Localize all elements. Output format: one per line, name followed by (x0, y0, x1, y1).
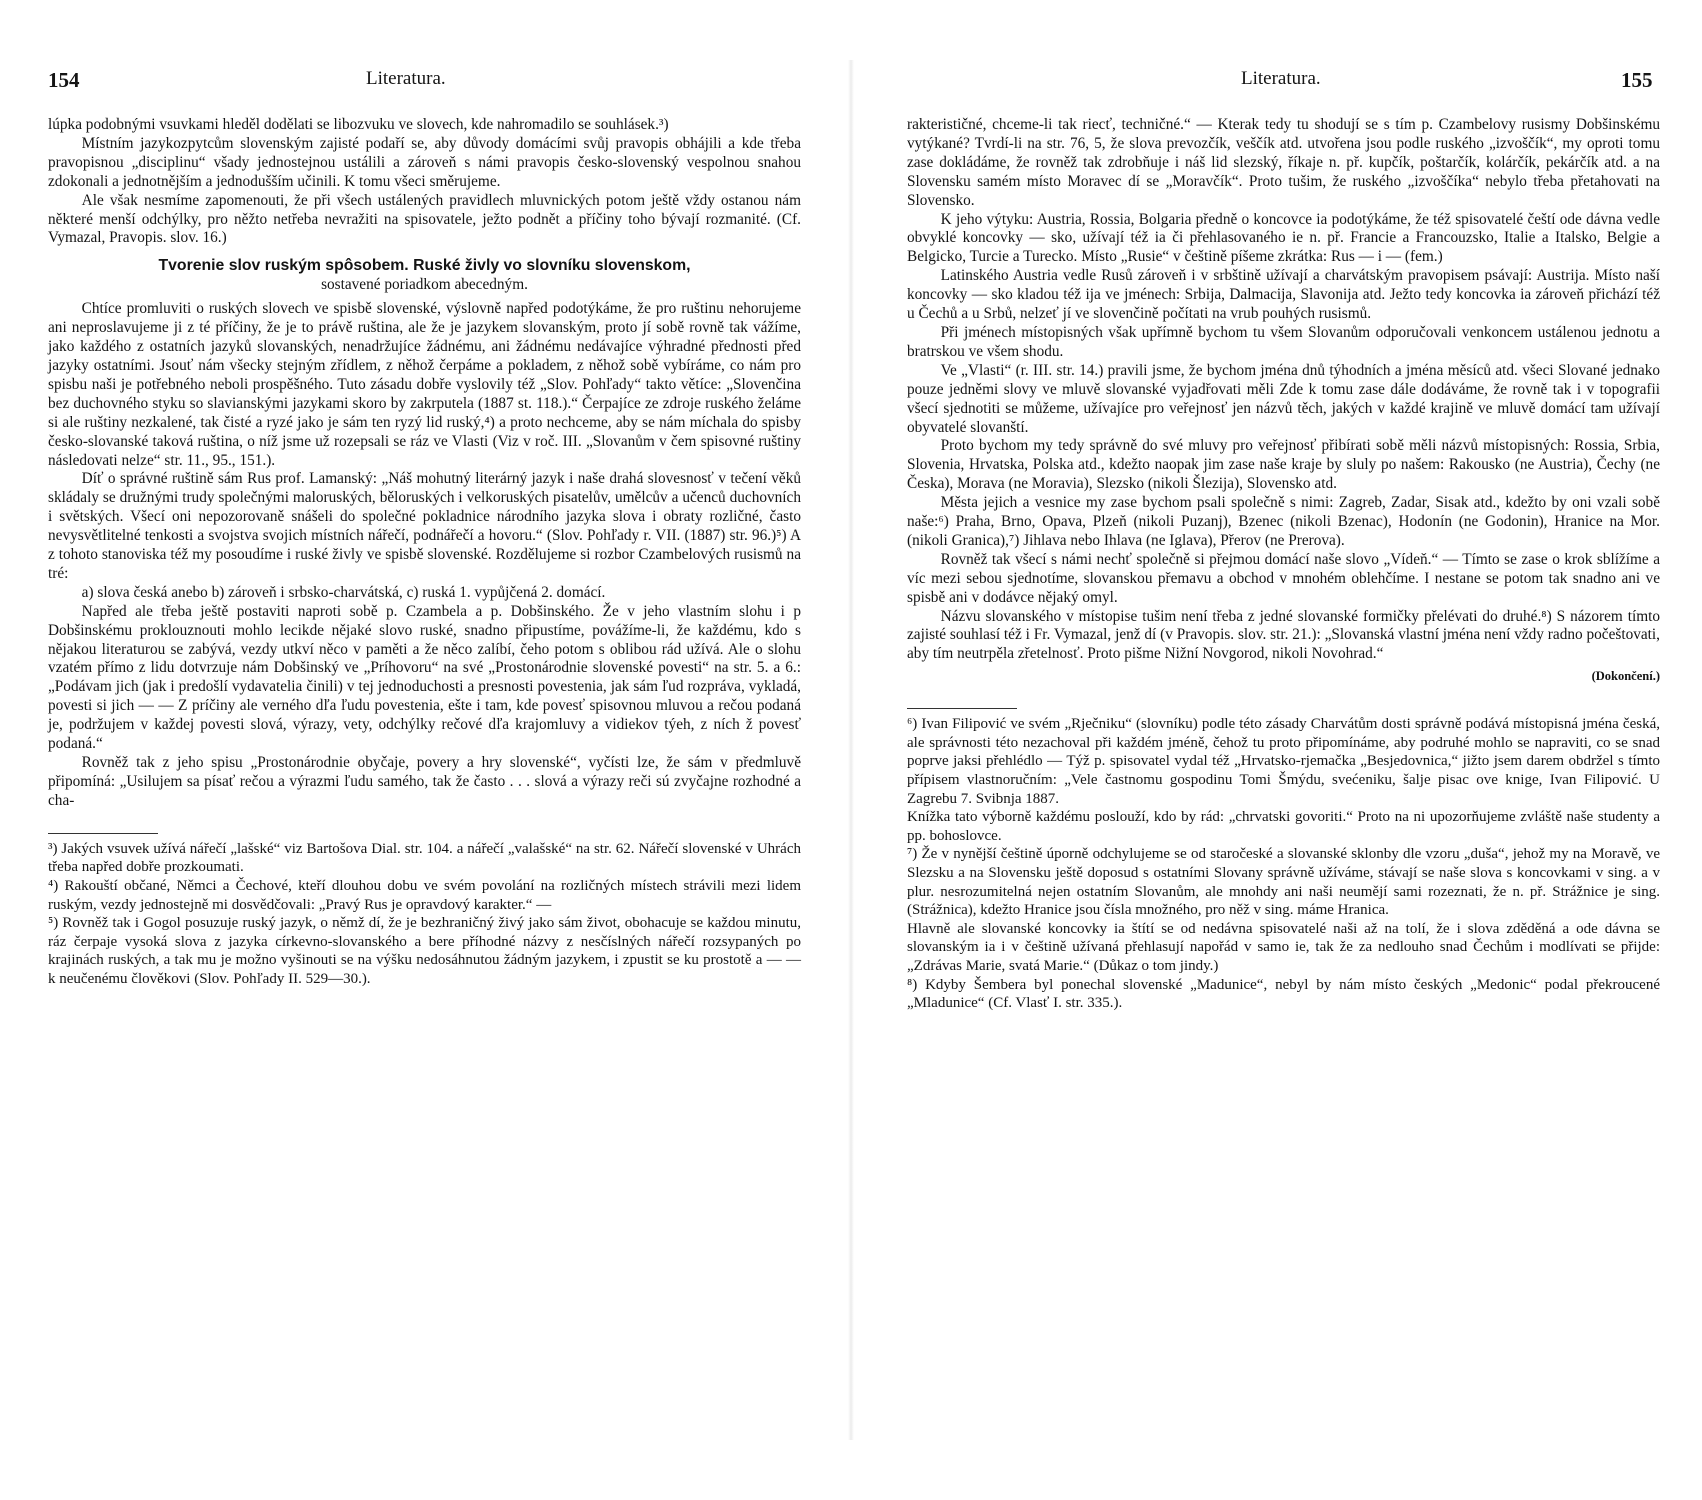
right-running-head: Literatura. (1241, 68, 1321, 89)
paragraph: Ale však nesmíme zapomenouti, že při všech ustálených pravidlech mluvnických potom ještě vždy ostanou nám některé menší odchýlky, pro něžto netřeba nevražiti na spisovatele, ježto podnět a příčiny toho bývají rozmanité. (Cf. Vymazal, Pravopis. slov. 16.) (48, 191, 801, 247)
paragraph: Ve „Vlasti“ (r. III. str. 14.) pravili jsme, že bychom jména dnů týhodních a jména měsíců atd. všeci Slované jednako pouze jedněmi slovy ve mluvě slovanské vyjadřovati měli Zde k tomu zase dále dodáváme, že rovně tak i v topografii všecí sjednotiti se můžeme, užívajíce pro veřejnosť jen názvů těch, jakých v každé krajině ve mluvě domácí tam užívají obyvatelé slovanští. (907, 361, 1660, 436)
paragraph: Názvu slovanského v místopise tušim není třeba z jedné slovanské formičky přelévati do druhé.⁸) S názorem tímto zajisté souhlasí též i Fr. Vymazal, jenž dí (v Pravopis. slov. str. 21.): „Slovanská vlastní jména není vždy radno počeštovati, aby tím neutrpěla zřetelnosť. Proto pišme Nižní Novgorod, nikoli Novohrad.“ (907, 607, 1660, 663)
paragraph: lúpka podobnými vsuvkami hleděl dodělati se libozvuku ve slovech, kde nahromadilo se souhlásek.³) (48, 116, 669, 133)
right-page-number: 155 (1621, 68, 1653, 92)
paragraph: Místním jazykozpytcům slovenským zajisté podaří se, aby důvody domácími svůj pravopis obhájili a kde třeba pravopisnou „disciplinu“ všady jednostejnou ustálili a zároveň s námi pravopis česko-slovenský vespolnou snahou zdokonali a jednotnějším a jednodušším učinili. K tomu všeci směrujeme. (48, 134, 801, 190)
footnote: ⁶) Ivan Filipović ve svém „Rječniku“ (slovníku) podle této zásady Charvátům dosti správně podává místopisná jména česká, ale správnosti této nezachoval při každém jméně, čehož tu proto připomínáme, aby podruhé mohlo se napraviti, co se snad poprve jaksi přehlédlo — Týž p. spisovatel vydal též „Hrvatsko-rjemačka „Besjedovnica,“ jižto jsem darem obdržel s tímto přípisem vlastnoručním: „Vele častnomu gospodinu Tomi Šmýdu, svećeniku, šalje pisac ove knige, Ivan Filipović. U Zagrebu 7. Svibnja 1887. (907, 716, 1660, 807)
left-page-number: 154 (48, 68, 80, 92)
paragraph: Proto bychom my tedy správně do své mluvy pro veřejnosť přibírati sobě měli názvů místopisných: Rossia, Srbia, Slovenia, Hrvatska, Polska atd., kdežto naopak jim zase naše kraje by sluly po našem: Rakousko (ne Austria), Čechy (ne Česka), Morava (ne Moravia), Slezsko (nikoli Šlezija), Slovensko atd. (907, 437, 1660, 493)
paragraph: Rovněž tak z jeho spisu „Prostonárodnie obyčaje, povery a hry slovenské“, vyčísti lze, že sám v předmluvě připomíná: „Usilujem sa písať rečou a výrazmi ľudu samého, tak že často . . . slová a výrazy reči sú zvyčajne rozhodné a cha- (48, 754, 801, 809)
paragraph: K jeho výtyku: Austria, Rossia, Bolgaria předně o koncovce ia podotýkáme, že též spisovatelé čeští ode dávna vedle obvyklé koncovky — sko, užívají též ia či přehlasovaného ie n. př. Francie a Francouzsko, Italie a Italsko, Belgie a Belgicko, Turcie a Turecko. Místo „Rusie“ v češtině píšeme zkrátka: Rus — i — (fem.) (907, 210, 1660, 266)
left-text-column (48, 116, 801, 988)
footnote: Hlavně ale slovanské koncovky ia štítí se od nedávna spisovatelé naši až na tolí, že i slova zděděná a ode dávna se slovanským ia i v češtině užívaná přehlasují napořád v samo ie, tak že za nedlouho snad Čechům i modlívati se přijde: „Zdrávas Marie, svatá Marie.“ (Důkaz o tom jindy.) (907, 920, 1660, 974)
footnote: Knížka tato výborně každému poslouží, kdo by rád: „chrvatski govoriti.“ Proto na ni upozorňujeme zvláště naše studenty a pp. bohoslovce. (907, 809, 1660, 844)
left-running-head: Literatura. (366, 68, 446, 89)
continuation-note: (Dokončení.) (1591, 669, 1660, 684)
footnote: ⁸) Kdyby Šembera byl ponechal slovenské „Madunice“, nebyl by nám místo českých „Medonic“ podal překroucené „Mladunice“ (Cf. Vlasť I. str. 335.). (907, 976, 1660, 1012)
right-page (851, 0, 1702, 1500)
paragraph: Latinského Austria vedle Rusů zároveň i v srbštině užívají a charvátským pravopisem psávají: Austrija. Místo naší koncovky — sko kladou též ija ve jménech: Srbija, Dalmacija, Slavonija atd. Ježto tedy koncovka ia zároveň přichází též u Čechů a u Srbů, nelzeť jí ve slovenčině počítati na vrub pouhých rusismů. (907, 267, 1660, 323)
paragraph: Napřed ale třeba ještě postaviti naproti sobě p. Czambela a p. Dobšinského. Že v jeho vlastním slohu i p Dobšinskému proklouznouti mohlo lecikde nějaké slovo ruské, snadno připustíme, povážíme-li, že každému, kdo s nějakou literaturou se zabývá, vezdy utkví něco v paměti a že něco zalíbí, čeho potom s oblibou rád užívá. Ale o slohu vzatém přímo z lidu dotvrzuje nám Dobšinský ve „Príhovoru“ na své „Prostonárodnie slovenské povesti“ na str. 5. a 6.: „Podávam jich (jak i predošlí vydavatelia činili) v tej jednoduchosti a presnosti povestenia, jak sám ľud rozpráva, vykladá, povesti si jich — — Z príčiny ale verného dľa ľudu povestenia, ešte i tam, kde povesť spisovnou mluvou a rečou podaná je, podržujem v každej povesti slová, výrazy, vety, odchýlky rečové dľa krajomluvy a vidiekov týeh, z ních ž povesť podaná.“ (48, 602, 801, 753)
footnote: ⁴) Rakouští občané, Němci a Čechové, kteří dlouhou dobu ve svém povolání na rozličných místech strávili mezi lidem ruským, vezdy jednostejně mi dosvědčovali: „Pravý Rus je opravdový karakter.“ — (48, 877, 801, 913)
paragraph: Díť o správné ruštině sám Rus prof. Lamanský: „Náš mohutný literárný jazyk i naše drahá slovesnosť v tečení věků skládaly se družnými trudy společnými maloruských, běloruských i velkoruských pisatelův, umělcův a učenců duchovních i světských. Všecí oni nepozorovaně snášeli do společné pokladnice národního jazyka slova i obraty rozličné, často nevysvětlitelné tenkosti a svojstva svojich místních nářečí, podnářečí a hovoru.“ (Slov. Pohľady r. VII. (1887) str. 96.)⁵) A z tohoto stanoviska též my posoudíme i ruské živly ve spisbě slovenské. Rozdělujeme si rozbor Czambelových rusismů na tré: (48, 470, 801, 582)
paragraph: Města jejich a vesnice my zase bychom psali společně s nimi: Zagreb, Zadar, Sisak atd., kdežto by oni vzali sobě naše:⁶) Praha, Brno, Opava, Plzeň (nikoli Puzanj), Bzenec (nikoli Bzenac), Hodonín (ne Godonin), Hranice na Mor. (nikoli Granica),⁷) Jihlava nebo Ihlava (ne Iglava), Přerov (ne Prerova). (907, 494, 1660, 549)
footnote: ⁵) Rovněž tak i Gogol posuzuje ruský jazyk, o němž dí, že je bezhraničný živý jako sám život, obohacuje se každou minutu, ráz čerpaje vysoká slova z jazyka církevno-slovanského a bere příhodné názvy z nesčíslných nářečí rozsypaných po krajinách ruských, a tak mu je možno vyšinouti se na výšku nedosáhnutou žádným jazykem, i zpustit se ku prostotě a — — k neučenému člověkovi (Slov. Pohľady II. 529—30.). (48, 915, 801, 987)
footnote: ³) Jakých vsuvek užívá nářečí „lašské“ viz Bartošova Dial. str. 104. a nářečí „valašské“ na str. 62. Nářečí slovenské v Uhrách třeba napřed dobře prozkoumati. (48, 840, 801, 876)
footnote-divider (48, 833, 158, 834)
paragraph: a) slova česká anebo b) zároveň i srbsko-charvátská, c) ruská 1. vypůjčená 2. domácí. (81, 583, 606, 601)
paragraph: Chtíce promluviti o ruských slovech ve spisbě slovenské, výslovně napřed podotýkáme, že pro ruštinu nehorujeme ani neproslavujeme ji z té příčiny, že je to právě ruština, ale že je jazykem slovanským, proto jí sobě rovně tak vážíme, jako každého z ostatních jazyků slovanských, nenadržujíce žádnému, ani žádnému nedávajíce výhradné přednosti před jazyky ostatními. Jsouť nám všecky stejným zřídlem, z něhož čerpáme a pokladem, z něhož sobě vybíráme, co nám pro spisbu naši je potřebného neboli prospěšného. Tuto zásadu dobře vyslovily též „Slov. Pohľady“ takto větíce: „Slovenčina bez duchovného styku so slavianskými jazykami skoro by zakrputela (1887 st. 118.).“ Čerpajíce ze zdroje ruského želáme si ale ruštiny nezkalené, tak čisté a ryzé jako je sám ten ryzý lid ruský,⁴) a proto nechceme, aby se nám míchala do spisby česko-slovanské taková ruština, o níž jsme už rozepsali se ráz ve Vlasti (Viz v roč. III. „Slovanům v čem spisovné ruštiny následovati nelze“ str. 11., 95., 151.). (48, 300, 801, 469)
footnote: ⁷) Že v nynější češtině úporně odchylujeme se od staročeské a slovanské sklonby dle vzoru „duša“, jehož my na Moravě, ve Slezsku a na Slovensku ještě doposud s ostatními Slovany správně užíváme, stávají se naše slova s koncovkami v sing. a v plur. nesrozumitelná nejen ostatním Slovanům, ale mnohdy ani naši neumějí sami rozeznati, že n. př. Strážnice je sing. (Strážnica), kdežto Hranice jsou čísla množného, pro něž v sing. máme Hranica. (907, 846, 1660, 919)
section-title: Tvorenie slov ruským spôsobem. Ruské živly vo slovníku slovenskom, (158, 257, 691, 275)
footnote-divider (907, 708, 1017, 709)
right-text-column (907, 116, 1660, 1013)
paragraph: rakterističné, chceme-li tak riecť, techničné.“ — Kterak tedy tu shodují se s tím p. Czambelovy rusismy Dobšinskému vytýkané? Tvrdí-li na str. 76, 5, že slova prevozčík, veščík atd. utvořena jsou podle ruského „izvoščík“, my oproti tomu zase dokládáme, že rovněž tak zdrobňuje i náš lid slezský, říkaje n. př. kupčík, poštarčík, kolárčík, pekárčík atd. a na Slovensku samém místo Moravec dí se „Moravčík“. Proto tušim, že ruského „izvoščíka“ nebylo třeba přetahovati na Slovensko. (907, 116, 1660, 209)
section-subtitle: sostavené poriadkom abecedným. (321, 276, 528, 294)
paragraph: Při jménech místopisných však upřímně bychom tu všem Slovanům odporučovali venkoncem ustálenou jednotu a bratrskou ve všem shodu. (907, 323, 1660, 360)
paragraph: Rovněž tak všecí s námi nechť společně si přejmou domácí naše slovo „Vídeň.“ — Tímto se zase o krok sblížíme a víc mezi sebou sjednotíme, slovanskou přemavu a obchod v mnohém oblehčíme. I nestane se potom tak snadno ani ve spisbě ani v dodávce nějaký omyl. (907, 550, 1660, 606)
